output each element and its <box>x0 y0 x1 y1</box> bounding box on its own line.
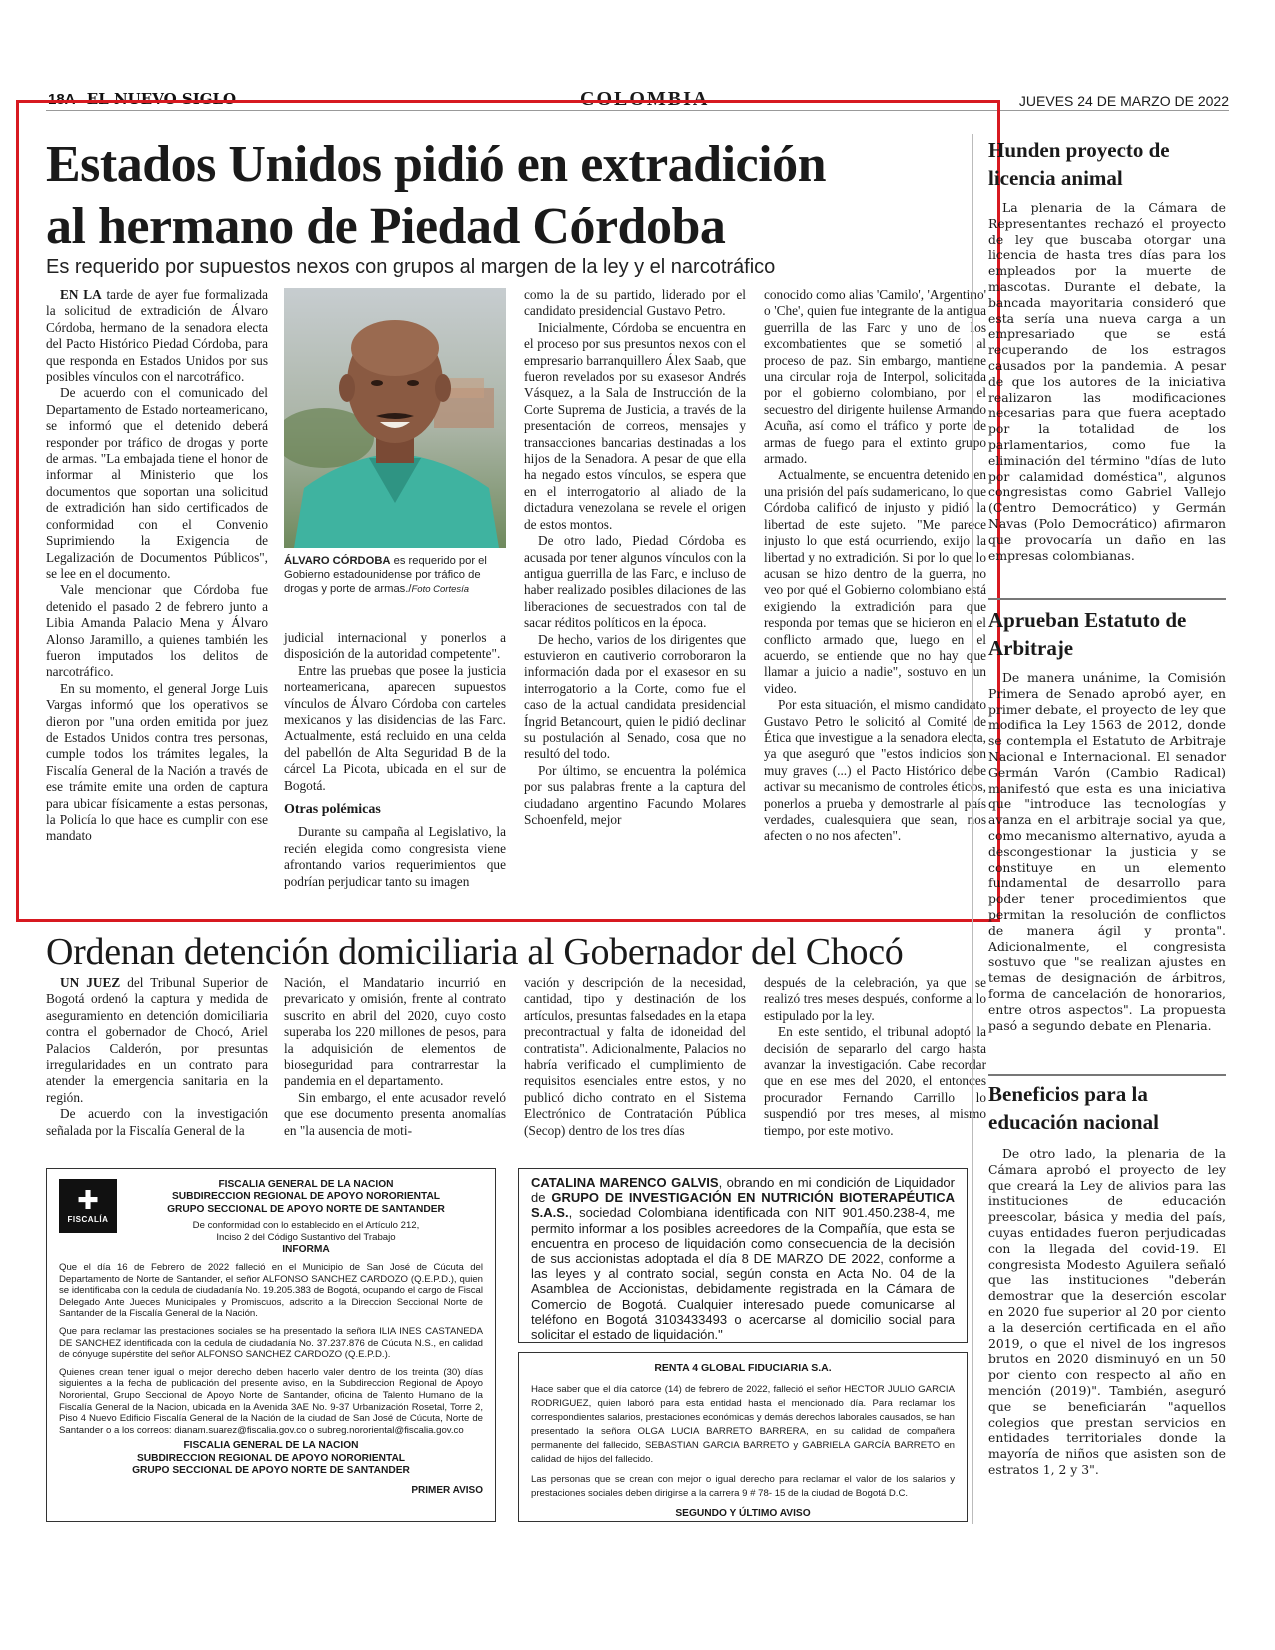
section-name: COLOMBIA <box>580 88 710 110</box>
paragraph: Vale mencionar que Córdoba fue detenido el pasado 2 de febrero junto a Libia Amanda Palacio Mena y Álvaro Alonso Jaramillo, a quienes también les fueron imputados los delitos de narcotráfico. <box>46 582 268 680</box>
sidebar-headline-arbitraje[interactable]: Aprueban Estatuto de Arbitraje <box>988 608 1187 660</box>
sidebar-headline-licencia[interactable]: Hunden proyecto de licencia animal <box>988 138 1170 190</box>
paragraph: Por esta situación, el mismo candidato Gustavo Petro le solicitó al Comité de Ética que investigue a la senadora electa, ya que aseguró que "estos indicios son muy graves (...) el Pacto Histórico debe activar su mecanismo de controles éticos, ponerlos a prueba y demostrarle al país verdades, cualesquiera que sean, nos afecten o no nos afecten". <box>764 697 986 844</box>
subhead: Otras polémicas <box>284 802 381 818</box>
notice-title: RENTA 4 GLOBAL FIDUCIARIA S.A. <box>654 1362 832 1374</box>
notice-paragraph: Que para reclamar las prestaciones sociales se ha presentado la señora ILIA INES CASTANEDA DE SANCHEZ identificada con la cedula de ciudadanía No. 37.237.876 de Cúcuta N.S., en calidad de cónyuge supérstite del señor ALFONSO SANCHEZ CARDOZO (Q.E.P.D.). <box>59 1325 483 1361</box>
paragraph: De hecho, varios de los dirigentes que estuvieron en cautiverio corroboraron la información dada por el exasesor en su interrogatorio a la Corte, como fue el caso de la actual candidata presidencial Íngrid Betancourt, quien le pidió declinar su postulación al Senado, cosa que no resultó del todo. <box>524 631 746 762</box>
notice-paragraph: Quienes crean tener igual o mejor derecho deben hacerlo valer dentro de los treinta (30) días siguientes a la fecha de publicación del presente aviso, en la Subdireccion Regional de Apoyo Nororiental, Grupo Seccional de Apoyo Norte de Santander, oficina de Talento Humano de la Fiscalía General de la Nacion, ubicada en la Avenida 3AE No. 9-37 Urbanización Rosetal, Torre 2, Piso 4 Nuevo Edificio Fiscalía General de la Nación de la ciudad de San José de Cúcuta, Norte de Santander o a los correos: dianam.suarez@fiscalia.gov.co o subreg.nororiental@fiscalia.gov.co <box>59 1366 483 1436</box>
notice-aviso: SEGUNDO Y ÚLTIMO AVISO <box>675 1508 811 1519</box>
issue-date: JUEVES 24 DE MARZO DE 2022 <box>1018 93 1229 109</box>
notice-header-line: GRUPO SECCIONAL DE APOYO NORTE DE SANTANDER <box>167 1203 445 1215</box>
puzzle-icon: ✚ <box>77 1185 99 1216</box>
company-name: GRUPO DE INVESTIGACIÓN EN NUTRICIÓN BIOTERAPÉUTICA S.A.S. <box>531 1190 955 1221</box>
paragraph: De manera unánime, la Comisión Primera de Senado aprobó ayer, en primer debate, el proyecto de ley que modifica la Ley 1563 de 2012, donde se contempla el Estatuto de Arbitraje Nacional e Internacional. El senador Germán Varón (Cambio Radical) manifestó que esta es una iniciativa que "introduce las tecnologías y avanza en el arbitraje social ya que, como mecanismo alternativo, ayuda a descongestionar la justicia y se constituye en un elemento fundamental de desarrollo para poder tener procedimientos que permitan la resolución de conflictos de manera ágil y pronta". Adicionalmente, el congresista sostuvo que "se realizan ajustes en temas de designación de árbitros, forma de cancelación de honorarios, entre otros aspectos". La propuesta pasó a segundo debate en Plenaria. <box>988 670 1226 1033</box>
sidebar-rule <box>988 598 1226 600</box>
article2-headline[interactable]: Ordenan detención domiciliaria al Gobernador del Chocó <box>46 931 904 973</box>
notice-text: , sociedad Colombiana identificada con NIT 901.450.238-4, me permito informar a los posibles acreedores de la Compañía, que esta se encuentra en proceso de liquidación como consecuencia de la decisión de sus accionistas adoptada el día 8 DE MARZO DE 2022, conforme a las leyes y al contrato social, según consta en Acta No. 04 de la Asamblea de Accionistas, debidamente registrada en la Cámara de Comercio de Bogotá. Cualquier interesado puede comunicarse al teléfono en Bogotá 3103433493 o acercarse al domicilio social para solicitar el estado de liquidación." <box>531 1205 955 1343</box>
notice-paragraph: Hace saber que el día catorce (14) de febrero de 2022, falleció el señor HECTOR JULIO GARCIA RODRIGUEZ, quien laboró para esta entidad hasta el mencionado día. Para reclamar los correspondientes salarios, prestaciones económicas y demás derechos laborales causados, se han presentado la señora OLGA LUCIA BARRETO BARRERA, en su calidad de compañera permanente del fallecido, SEBASTIAN GARCIA BARRETO y GABRIELA GARCÍA BARRETO en calidad de hijos del fallecido. <box>531 1384 955 1465</box>
photo-caption <box>284 554 506 597</box>
sidebar-rule <box>988 1074 1226 1076</box>
notice-intro: Inciso 2 del Código Sustantivo del Trabajo <box>216 1231 396 1243</box>
lead-word: EN LA <box>60 287 102 302</box>
notice-footer-line: GRUPO SECCIONAL DE APOYO NORTE DE SANTANDER <box>132 1464 410 1476</box>
page-number: 18A <box>48 91 76 108</box>
main-headline[interactable] <box>46 134 966 258</box>
photo-credit: Foto Cortesía <box>411 584 470 595</box>
paragraph: tarde de ayer fue formalizada la solicitud de extradición de Álvaro Córdoba, hermano de la senadora electa del Pacto Histórico Piedad Córdoba, para que responda en Estados Unidos por sus posibles vínculos con el narcotráfico. <box>46 287 268 385</box>
main-subheadline: Es requerido por supuestos nexos con grupos al margen de la ley y el narcotráfico <box>46 256 776 278</box>
main-article-col2 <box>284 630 506 890</box>
main-article-col1 <box>46 287 268 845</box>
paragraph: vación y descripción de la necesidad, cantidad, tipo y destinación de los artículos, presuntas falsedades en la etapa precontractual y falta de idoneidad del contratista". Adicionalmente, Palacios no habría verificado el cumplimiento de requisitos esenciales entre estos, y no publicó dicho contrato en el Sistema Electrónico de Contratación Pública (Secop) dentro de los tres días <box>524 975 746 1138</box>
paragraph: como la de su partido, liderado por el candidato presidencial Gustavo Petro. <box>524 287 746 319</box>
notice-paragraph: Las personas que se crean con mejor o igual derecho para reclamar el valor de los salarios y prestaciones sociales deben dirigirse a la carrera 9 # 78- 15 de la ciudad de Bogotá D.C. <box>531 1474 955 1499</box>
paragraph: después de la celebración, ya que se realizó tres meses después, conforme a lo estipulado por la ley. <box>764 975 986 1023</box>
sidebar-story-arbitraje <box>988 670 1226 1033</box>
paragraph: Entre las pruebas que posee la justicia norteamericana, aparecen supuestos vínculos de Álvaro Córdoba con carteles mexicanos y las disidencias de las Farc. Actualmente, está recluido en una celda del pabellón de Alta Seguridad B de la cárcel La Picota, ubicada en el sur de Bogotá. <box>284 662 506 793</box>
paragraph: En su momento, el general Jorge Luis Vargas informó que los operativos se dieron por "una orden emitida por juez de Estados Unidos contra tres personas, cumple todos los trámites legales, la Fiscalía General de la Nación a través de ese trámite emite una orden de captura para ubicar físicamente a estas personas, la Policía lo que hace es cumplir con ese mandato <box>46 680 268 844</box>
main-article-col4 <box>764 287 986 845</box>
article2-col4 <box>764 975 986 1139</box>
article2-col2 <box>284 975 506 1139</box>
paragraph: judicial internacional y ponerlos a disposición de la autoridad competente". <box>284 630 506 662</box>
logo-label: FISCALÍA <box>67 1215 109 1225</box>
notice-footer-line: SUBDIRECCION REGIONAL DE APOYO NORORIENTAL <box>136 1452 406 1464</box>
lead-word: UN JUEZ <box>60 975 121 990</box>
main-article-col3 <box>524 287 746 828</box>
portrait-illustration <box>284 288 506 548</box>
notice-intro: De conformidad con lo establecido en el Artículo 212, <box>192 1220 420 1232</box>
paragraph: La plenaria de la Cámara de Representantes rechazó el proyecto de ley que buscaba otorgar una licencia de hasta tres días para los empleados por la muerte de mascotas. Durante el debate, la bancada mayoritaria consideró que esta sería una nueva carga a un empresariado que se está recuperando de los estragos causados por la pandemia. A pesar de que los autores de la iniciativa realizaron las modificaciones necesarias para que fuera aceptado por la totalidad de los parlamentarios, como fue la eliminación del término "días de luto por calamidad doméstica", algunos congresistas como Gabriel Vallejo (Centro Democrático) y Germán Navas (Polo Democrático) afirmaron que provocaría un daño en las empresas colombianas. <box>988 200 1226 563</box>
portrait-photo <box>284 288 506 548</box>
legal-notice-liquidacion <box>518 1168 968 1343</box>
main-headline-line2: al hermano de Piedad Córdoba <box>46 198 726 255</box>
notice-aviso: PRIMER AVISO <box>411 1484 483 1496</box>
paragraph: Inicialmente, Córdoba se encuentra en el proceso por sus presuntos nexos con el empresario barranquillero Álex Saab, que fueron revelados por su exasesor Andrés Vásquez, a la Sala de Instrucción de la Corte Suprema de Justicia, a través de la presentación de correos, mensajes y transacciones bancarias destinadas a los hijos de la Senadora. A pesar de que ella ha negado estos vínculos, se espera que en el interrogatorio al aliado de la dictadura venezolana se revele el origen de estos montos. <box>524 319 746 532</box>
notice-paragraph: Que el día 16 de Febrero de 2022 falleció en el Municipio de San José de Cúcuta del Departamento de Norte de Santander, el señor ALFONSO SANCHEZ CARDOZO (Q.E.P.D.), quien se identificaba con la cedula de ciudadanía No. 19.205.383 de Bogotá, ocupando el cargo de Fiscal Delegado Ante Jueces Municipales y Promiscuos, adscrito a la Direccion Seccional Norte de Santander de la Fiscalía General de la Nación. <box>59 1262 483 1320</box>
legal-notice-renta4 <box>518 1352 968 1522</box>
caption-text: es requerido por el Gobierno estadounidense por tráfico de drogas y porte de armas./ <box>284 555 487 595</box>
paragraph: De acuerdo con la investigación señalada por la Fiscalía General de la <box>46 1106 268 1138</box>
notice-header-line: FISCALIA GENERAL DE LA NACION <box>218 1179 394 1190</box>
paragraph: Sin embargo, el ente acusador reveló que ese documento presenta anomalías en "la ausencia de moti- <box>284 1089 506 1138</box>
notice-footer-line: FISCALIA GENERAL DE LA NACION <box>183 1440 359 1452</box>
paragraph: Actualmente, se encuentra detenido en una prisión del país sudamericano, lo que Córdoba calificó de injusto y pidió la libertad de este sujeto. "Me parece injusto lo que está ocurriendo, exijo la libertad y no extradición. Si por lo que lo acusan se hizo dentro de la guerra, no veo por qué el Gobierno colombiano está exigiendo la extradición para que responda por temas que se hicieron en el conflicto armado que, luego en el acuerdo, se entiende que no hay que llamar a juicio a nadie", sostuvo en un video. <box>764 467 986 696</box>
paragraph: Durante su campaña al Legislativo, la recién elegida como congresista viene afrontando varios requerimientos que podrían perjudicar tanto su imagen <box>284 824 506 889</box>
caption-name: ÁLVARO CÓRDOBA <box>284 555 391 567</box>
paragraph: De acuerdo con el comunicado del Departamento de Estado norteamericano, se informó que el detenido deberá responder por tráfico de drogas y porte de armas. "La embajada tiene el honor de informar al Ministerio que los documentos que soportan una solicitud de extradición han sido certificados de conformidad con el Convenio Suprimiendo la Exigencia de Legalización de Documentos Públicos", se lee en el documento. <box>46 385 268 581</box>
fiscalia-logo <box>59 1179 117 1233</box>
sidebar-story-licencia <box>988 200 1226 563</box>
header-rule <box>46 110 1229 111</box>
paragraph: De otro lado, Piedad Córdoba es acusada por tener algunos vínculos con la antigua guerrilla de las Farc, e incluso de haber realizado posibles dilaciones de las liberaciones de secuestrados con tal de sacar réditos políticos en la época. <box>524 533 746 631</box>
main-headline-line1: Estados Unidos pidió en extradición <box>46 136 826 193</box>
legal-notice-fiscalia <box>46 1168 496 1522</box>
paragraph: De otro lado, la plenaria de la Cámara aprobó el proyecto de ley que creará la Ley de alivios para las instituciones de educación preescolar, básica y media del país, cuyas entidades fueron perjudicadas con la llegada del covid-19. El congresista Modesto Aguilera señaló que las instituciones "deberán demostrar que la deserción escolar en 2020 fue superior al 20 por ciento a la deserción certificada en el año 2019, o que el nivel de los ingresos brutos en 2020 disminuyó en un 50 por ciento con respecto al año en mención (2019)". También, aseguró que se beneficiarán "aquellos colegios que prestan servicios en entidades territoriales donde la mayoría de niños que asisten son de estratos 1, 2 y 3". <box>988 1146 1226 1477</box>
article2-col3 <box>524 975 746 1139</box>
page-header-left <box>48 90 236 108</box>
masthead: EL NUEVO SIGLO <box>86 90 237 108</box>
article2-col1 <box>46 975 268 1139</box>
paragraph: Nación, el Mandatario incurrió en prevaricato y omisión, frente al contrato suscrito en abril del 2020, cuyo costo superaba los 220 millones de pesos, para la adquisición de elementos de bioseguridad para contrarrestar la pandemia en el departamento. <box>284 975 506 1089</box>
sidebar-divider <box>972 134 973 1524</box>
paragraph: En este sentido, el tribunal adoptó la decisión de separarlo del cargo hasta avanzar la investigación. Cabe recordar que en ese mes del 2020, el entonces procurador Fernando Carrillo lo suspendió por tres meses, al mismo tiempo, por este motivo. <box>764 1024 986 1138</box>
liquidator-name: CATALINA MARENCO GALVIS <box>531 1175 719 1190</box>
paragraph: del Tribunal Superior de Bogotá ordenó la captura y medida de aseguramiento en detención domiciliaria contra el gobernador de Chocó, Ariel Palacios Calderón, por presuntas irregularidades en un contrato para atender la emergencia sanitaria en la región. <box>46 975 268 1105</box>
paragraph: conocido como alias 'Camilo', 'Argentino' o 'Che', quien fue integrante de la antigua guerrilla de las Farc y uno de los excombatientes que se sometió al proceso de paz. Sin embargo, mantiene una circular roja de Interpol, solicitada por el gobierno colombiano, por el secuestro del dirigente huilense Armando Acuña, así como el tráfico y porte de armas de fuego para el extinto grupo armado. <box>764 287 986 467</box>
sidebar-headline-educacion[interactable]: Beneficios para la educación nacional <box>988 1082 1159 1134</box>
notice-header-line: SUBDIRECCION REGIONAL DE APOYO NORORIENTAL <box>171 1191 441 1203</box>
paragraph: Por último, se encuentra la polémica por sus palabras frente a la captura del ciudadano argentino Facundo Molares Schoenfeld, mejor <box>524 762 746 827</box>
notice-text: , obrando en mi condición de Liquidador de <box>531 1175 955 1206</box>
notice-informa: INFORMA <box>282 1244 330 1256</box>
sidebar-story-educacion <box>988 1146 1226 1478</box>
